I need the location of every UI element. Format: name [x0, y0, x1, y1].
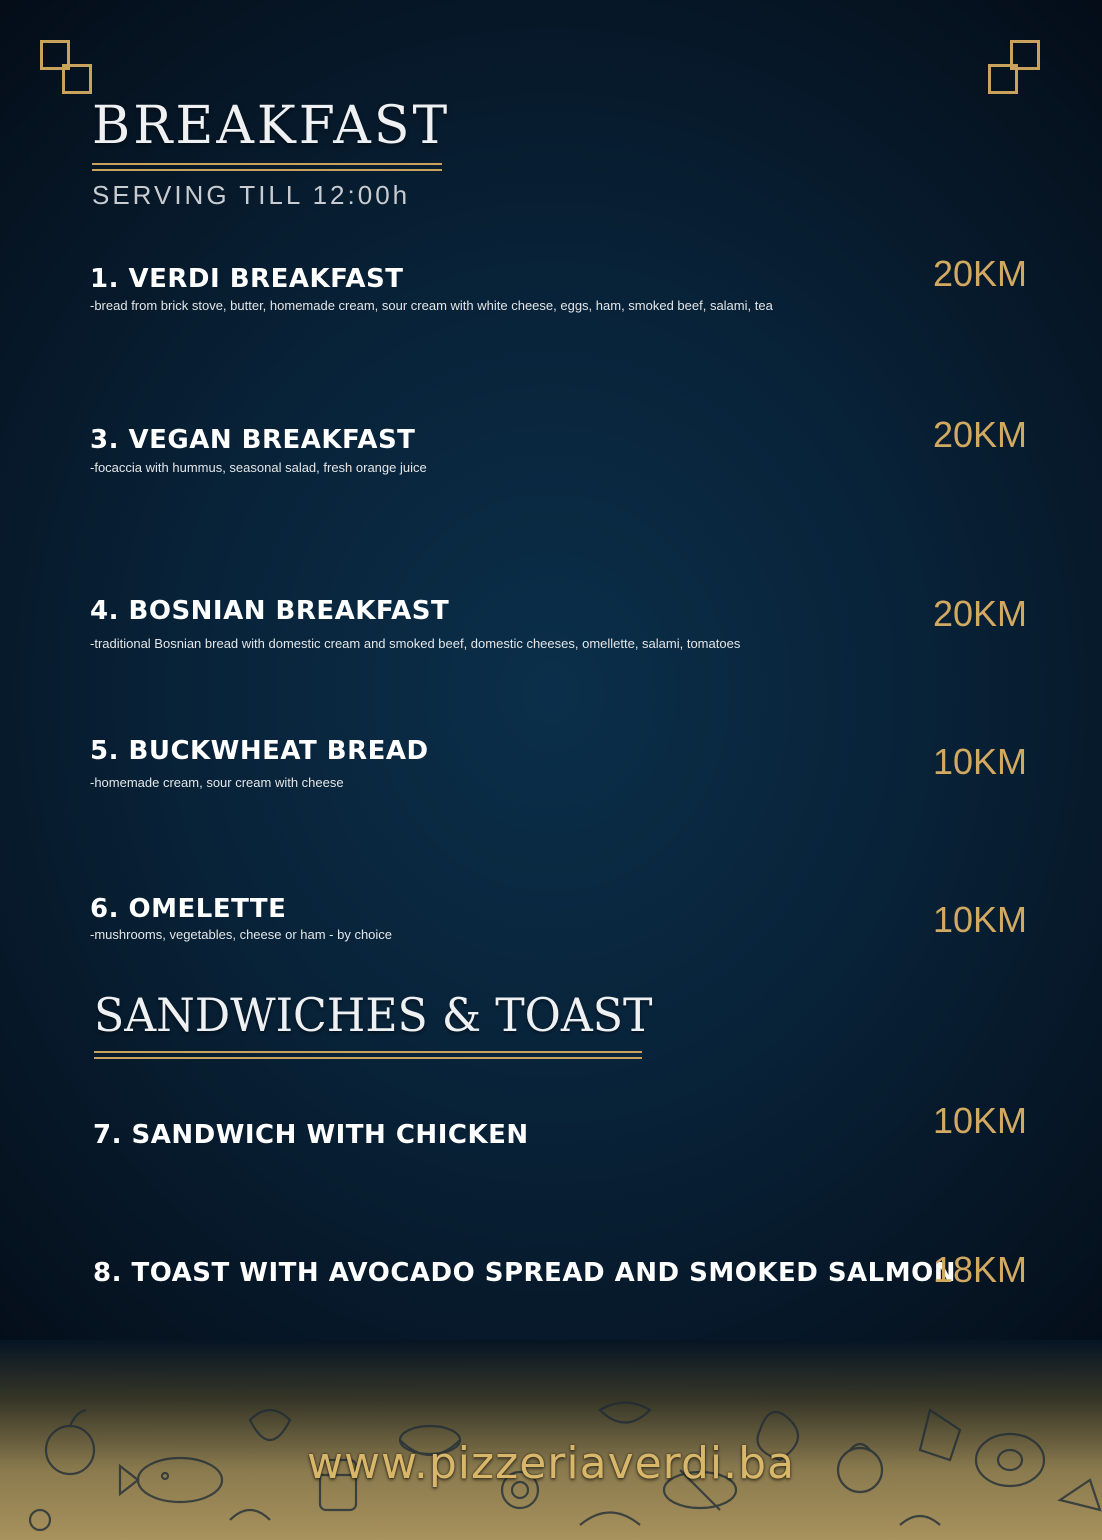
breakfast-title: BREAKFAST — [92, 96, 451, 156]
square-outline — [988, 64, 1018, 94]
menu-item-description: -traditional Bosnian bread with domestic cream and smoked beef, domestic cheeses, omellette, salami, tomatoes — [90, 636, 741, 651]
breakfast-subtitle: SERVING TILL 12:00h — [92, 180, 411, 210]
corner-squares-icon — [988, 40, 1044, 96]
menu-item-name: 8. TOAST WITH AVOCADO SPREAD AND SMOKED SALMON — [93, 1258, 956, 1288]
square-outline — [62, 64, 92, 94]
menu-item-name: 6. OMELETTE — [90, 894, 287, 924]
website-link[interactable]: www.pizzeriaverdi.ba — [306, 1438, 796, 1489]
menu-item-name: 3. VEGAN BREAKFAST — [90, 425, 416, 455]
menu-item-description: -focaccia with hummus, seasonal salad, fresh orange juice — [90, 460, 427, 475]
menu-item-price: 10KM — [932, 1100, 1027, 1141]
sandwiches-title: SANDWICHES & TOAST — [94, 988, 653, 1042]
menu-item-description: -mushrooms, vegetables, cheese or ham - by choice — [90, 927, 393, 942]
corner-squares-icon — [40, 40, 96, 96]
menu-item-price: 10KM — [932, 741, 1027, 782]
menu-item-price: 10KM — [932, 899, 1027, 940]
title-underline — [94, 1051, 642, 1059]
menu-item-price: 20KM — [932, 593, 1027, 634]
menu-item-name: 1. VERDI BREAKFAST — [90, 264, 404, 294]
menu-item-name: 7. SANDWICH WITH CHICKEN — [93, 1120, 529, 1150]
menu-item-price: 20KM — [932, 414, 1027, 455]
menu-item-description: -homemade cream, sour cream with cheese — [90, 775, 344, 790]
menu-item-name: 4. BOSNIAN BREAKFAST — [90, 596, 450, 626]
menu-item-price: 20KM — [932, 253, 1027, 294]
title-underline — [92, 163, 442, 171]
menu-item-name: 5. BUCKWHEAT BREAD — [90, 736, 429, 766]
menu-item-description: -bread from brick stove, butter, homemade cream, sour cream with white cheese, eggs, ham, smoked beef, salami, tea — [90, 298, 773, 313]
menu-item-price: 18KM — [932, 1249, 1027, 1290]
